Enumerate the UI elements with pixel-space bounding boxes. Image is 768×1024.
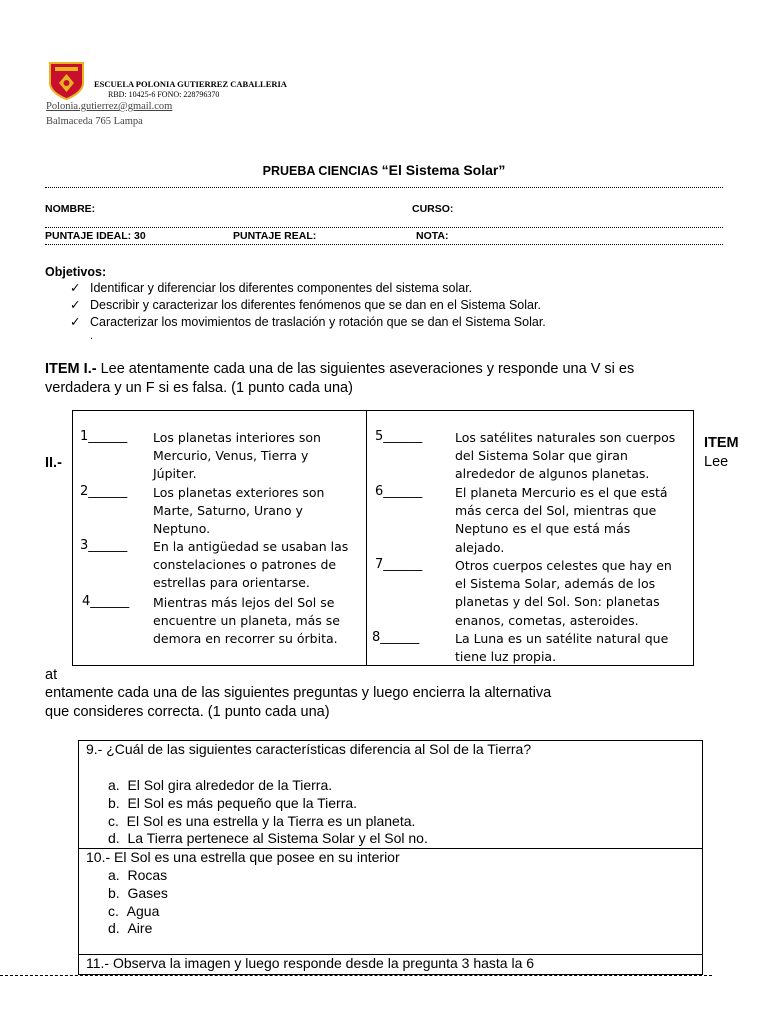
question-10-option-d[interactable]: d. Aire bbox=[108, 920, 153, 936]
puntaje-real-label: PUNTAJE REAL: bbox=[233, 230, 317, 242]
school-crest-logo bbox=[49, 61, 84, 100]
statement-1-text: Los planetas interiores son Mercurio, Venus, Tierra y Júpiter. bbox=[153, 430, 321, 482]
statement-4-text: Mientras más lejos del Sol se encuentre un planeta, más se demora en recorrer su órbita. bbox=[153, 595, 340, 647]
title-quoted: “El Sistema Solar” bbox=[381, 162, 506, 178]
item1-line1-text: Lee atentamente cada una de las siguientes aseveraciones y responde una V si es bbox=[96, 361, 635, 377]
statement-8-answer-blank[interactable]: 8______ bbox=[372, 630, 420, 645]
question-10-option-b[interactable]: b. Gases bbox=[108, 885, 168, 901]
question-9-option-d[interactable]: d. La Tierra pertenece al Sistema Solar y el Sol no. bbox=[108, 830, 428, 846]
question-9-text: 9.- ¿Cuál de las siguientes características diferencia al Sol de la Tierra? bbox=[86, 741, 532, 757]
check-icon: ✓ bbox=[70, 315, 81, 329]
statement-4-answer-blank[interactable]: 4______ bbox=[82, 594, 130, 609]
item2-label: ITEM bbox=[704, 435, 739, 451]
item2-instructions-line2: que consideres correcta. (1 punto cada una) bbox=[45, 704, 330, 720]
statement-2-answer-blank[interactable]: 2______ bbox=[80, 484, 128, 499]
puntaje-ideal-label: PUNTAJE IDEAL: 30 bbox=[45, 230, 146, 242]
objective-text: Caracterizar los movimientos de traslación y rotación que se dan el Sistema Solar. bbox=[90, 315, 546, 329]
dotted-divider bbox=[45, 227, 723, 228]
statement-2-text: Los planetas exteriores son Marte, Saturno, Urano y Neptuno. bbox=[153, 485, 325, 537]
statement-7-text: Otros cuerpos celestes que hay en el Sistema Solar, además de los planetas y del Sol. Son: planetas enanos, cometas, asteroides. bbox=[455, 558, 672, 628]
statement-8-text: La Luna es un satélite natural que tiene luz propia. bbox=[455, 631, 669, 665]
item1-instructions-line2: verdadera y un F si es falsa. (1 punto cada una) bbox=[45, 380, 353, 396]
dotted-divider bbox=[45, 244, 723, 245]
school-email-link[interactable]: Polonia.gutierrez@gmail.com bbox=[46, 101, 173, 112]
question-9-option-a[interactable]: a. El Sol gira alrededor de la Tierra. bbox=[108, 777, 333, 793]
objective-item bbox=[70, 314, 546, 329]
question-10-option-a[interactable]: a. Rocas bbox=[108, 867, 168, 883]
page-title bbox=[0, 162, 768, 178]
question-9-option-b[interactable]: b. El Sol es más pequeño que la Tierra. bbox=[108, 795, 358, 811]
school-rbd-phone: RBD: 10425-6 FONO: 228796370 bbox=[108, 90, 220, 99]
objective-item bbox=[70, 297, 541, 312]
true-false-column-divider bbox=[366, 410, 367, 666]
page-break-line bbox=[0, 975, 712, 976]
check-icon: ✓ bbox=[70, 298, 81, 312]
statement-5-answer-blank[interactable]: 5______ bbox=[375, 429, 423, 444]
item1-label: ITEM I.- bbox=[45, 361, 97, 377]
objectives-heading: Objetivos: bbox=[45, 265, 107, 279]
school-address: Balmaceda 765 Lampa bbox=[46, 116, 143, 127]
statement-7-answer-blank[interactable]: 7______ bbox=[375, 557, 423, 572]
statement-3-answer-blank[interactable]: 3______ bbox=[80, 538, 128, 553]
school-name: ESCUELA POLONIA GUTIERREZ CABALLERIA bbox=[94, 79, 287, 89]
item2-left-fragment: II.- bbox=[45, 455, 62, 471]
objective-text: Describir y caracterizar los diferentes fenómenos que se dan en el Sistema Solar. bbox=[90, 298, 541, 312]
question-10-option-c[interactable]: c. Agua bbox=[108, 903, 160, 919]
item2-instructions-line1: entamente cada una de las siguientes preguntas y luego encierra la alternativa bbox=[45, 685, 552, 701]
check-icon: ✓ bbox=[70, 281, 81, 295]
question-10-text: 10.- El Sol es una estrella que posee en su interior bbox=[86, 849, 400, 865]
objective-item bbox=[70, 280, 472, 295]
statement-3-text: En la antigüedad se usaban las constelaciones o patrones de estrellas para orientarse. bbox=[153, 539, 349, 591]
question-11-text: 11.- Observa la imagen y luego responde desde la pregunta 3 hasta la 6 bbox=[86, 955, 535, 971]
item2-at-fragment: at bbox=[45, 667, 58, 683]
objectives-trailing-dot: . bbox=[90, 330, 94, 342]
statement-6-answer-blank[interactable]: 6______ bbox=[375, 484, 423, 499]
dotted-divider bbox=[45, 187, 723, 188]
statement-1-answer-blank[interactable]: 1______ bbox=[80, 429, 128, 444]
item1-instructions-line1 bbox=[45, 361, 634, 377]
statement-6-text: El planeta Mercurio es el que está más cerca del Sol, mientras que Neptuno es el que está más alejado. bbox=[455, 485, 668, 555]
question-9-option-c[interactable]: c. El Sol es una estrella y la Tierra es un planeta. bbox=[108, 813, 416, 829]
title-prefix: PRUEBA CIENCIAS bbox=[262, 164, 379, 178]
nombre-label: NOMBRE: bbox=[45, 203, 96, 215]
item2-lee-fragment: Lee bbox=[704, 454, 729, 470]
statement-5-text: Los satélites naturales son cuerpos del Sistema Solar que giran alrededor de algunos planetas. bbox=[455, 430, 676, 482]
curso-label: CURSO: bbox=[412, 203, 454, 215]
objective-text: Identificar y diferenciar los diferentes componentes del sistema solar. bbox=[90, 281, 473, 295]
nota-label: NOTA: bbox=[416, 230, 449, 242]
